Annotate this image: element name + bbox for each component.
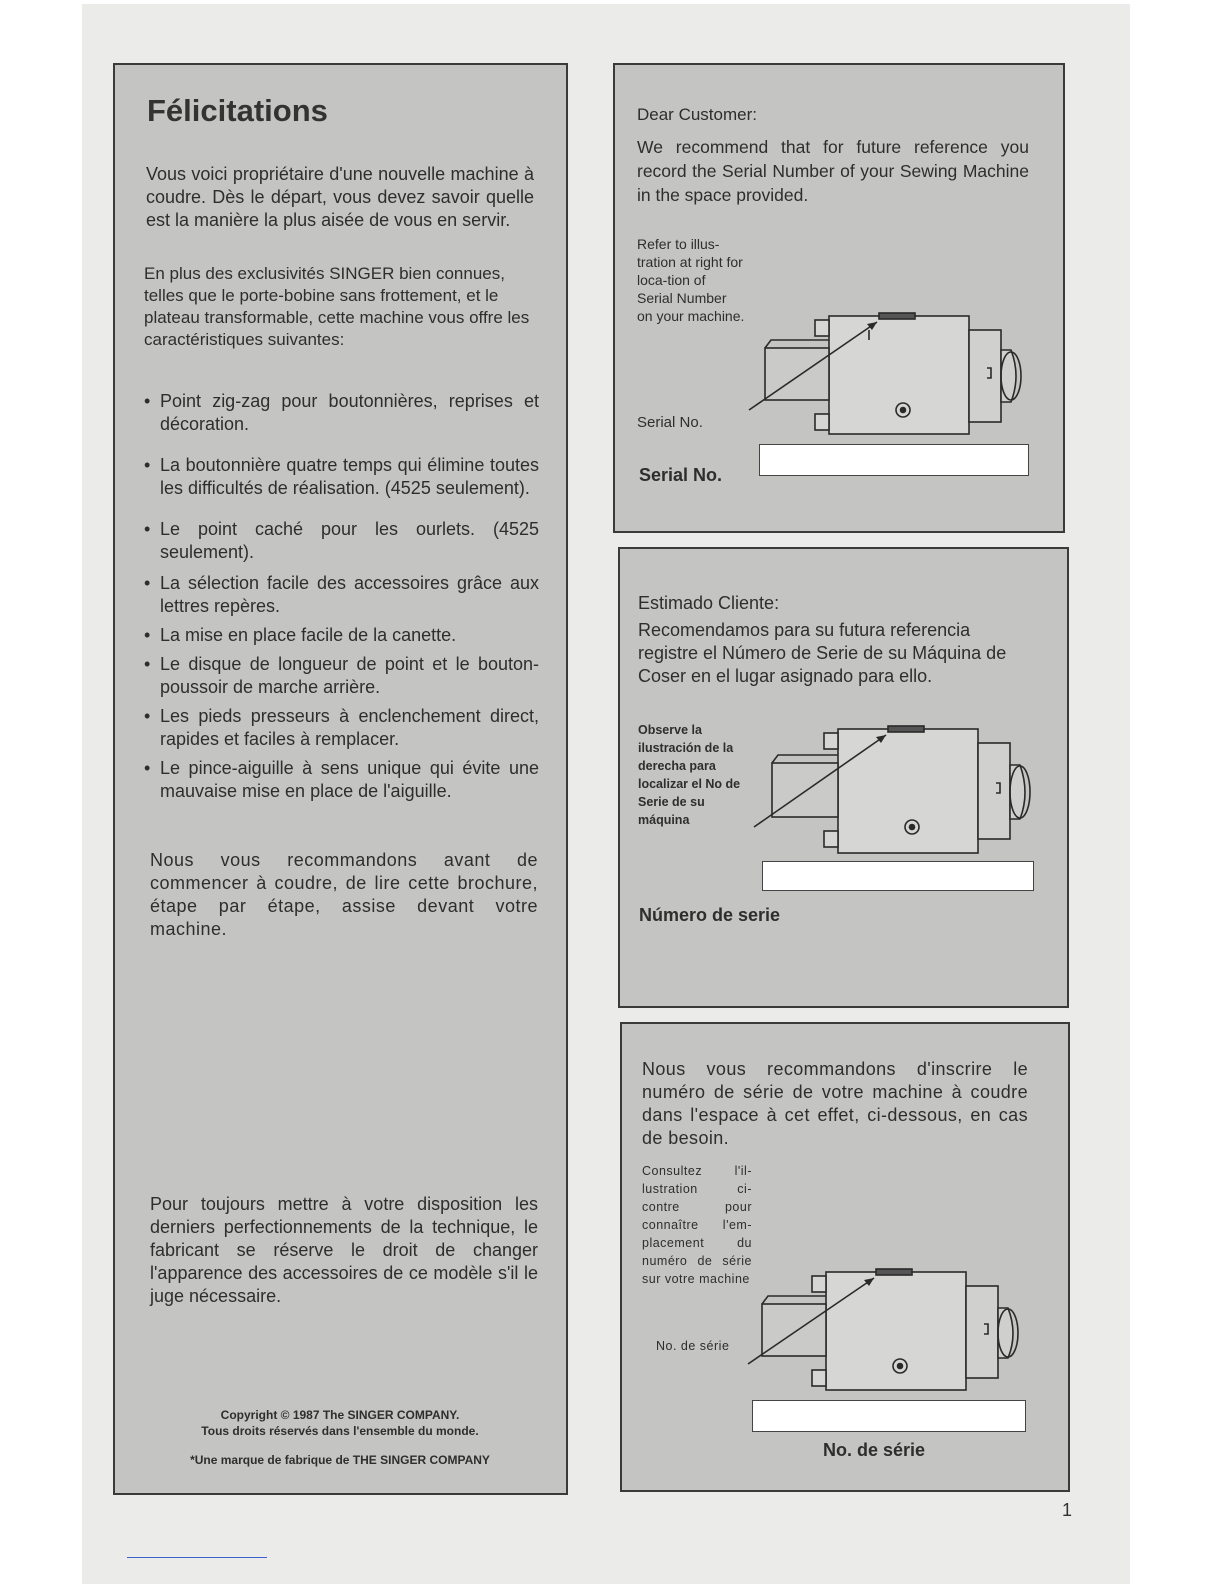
location-note: Refer to illus-tration at right for loca-tion of Serial Number on your machine.	[637, 236, 745, 324]
disclaimer-paragraph: Pour toujours mettre à votre disposition les derniers perfectionnements de la technique, le fabricant se réserve le droit de changer l'apparence des accessoires de ce modèle s'il le juge nécessaire.	[150, 1194, 538, 1306]
serial-small-label: No. de série	[656, 1339, 730, 1353]
page-number: 1	[1062, 1500, 1073, 1520]
greeting: Estimado Cliente:	[638, 593, 780, 613]
link-underline	[127, 1557, 267, 1558]
feature-item: • La mise en place facile de la canette.	[144, 624, 539, 647]
trademark-note: *Une marque de fabrique de THE SINGER COMPANY	[190, 1453, 490, 1467]
feature-item: • Point zig-zag pour boutonnières, reprises et décoration.	[144, 390, 539, 436]
copyright-line-1: Copyright © 1987 The SINGER COMPANY.	[220, 1408, 460, 1422]
english-serial-panel	[613, 63, 1065, 533]
feature-item: • Le pince-aiguille à sens unique qui évite une mauvaise mise en place de l'aiguille.	[144, 757, 539, 803]
french-body: Nous vous recommandons d'inscrire le numéro de série de votre machine à coudre dans l'espace à cet effet, ci-dessous, en cas de besoin.	[642, 1059, 1028, 1148]
page-title: Félicitations	[147, 93, 328, 128]
feature-item: • Le disque de longueur de point et le bouton-poussoir de marche arrière.	[144, 653, 539, 699]
greeting: Dear Customer:	[637, 105, 757, 124]
feature-item: • La boutonnière quatre temps qui élimine toutes les difficultés de réalisation. (4525 seulement).	[144, 454, 539, 500]
location-note: Observe la ilustración de la derecha para localizar el No de Serie de su máquina	[638, 723, 741, 827]
spanish-serial-panel	[618, 547, 1069, 1008]
serial-number-field[interactable]	[752, 1400, 1026, 1432]
feature-list	[144, 390, 539, 809]
serial-number-field[interactable]	[759, 444, 1029, 476]
french-serial-panel	[620, 1022, 1070, 1492]
copyright-line-2: Tous droits réservés dans l'ensemble du monde.	[201, 1424, 479, 1438]
feature-item: • Les pieds presseurs à enclenchement direct, rapides et faciles à remplacer.	[144, 705, 539, 751]
felicitations-panel	[113, 63, 568, 1495]
sewing-machine-illustration	[748, 1268, 1038, 1394]
serial-label: Número de serie	[639, 905, 781, 925]
sewing-machine-illustration	[749, 310, 1039, 440]
english-body: We recommend that for future reference you record the Serial Number of your Sewing Machine in the space provided.	[637, 137, 1029, 205]
serial-label: No. de série	[823, 1440, 926, 1460]
spanish-body: Recomendamos para su futura referencia registre el Número de Serie de su Máquina de Coser en el lugar asignado para ello.	[638, 620, 1007, 686]
intro-paragraph: Vous voici propriétaire d'une nouvelle machine à coudre. Dès le départ, vous devez savoir quelle est la manière la plus aisée de vous en servir.	[146, 164, 534, 230]
feature-item: • Le point caché pour les ourlets. (4525 seulement).	[144, 518, 539, 564]
features-intro: En plus des exclusivités SINGER bien connues, telles que le porte-bobine sans frottement, et le plateau transformable, cette machine vous offre les caractéristiques suivantes:	[144, 264, 530, 349]
serial-small-label: Serial No.	[637, 414, 703, 431]
feature-item: • La sélection facile des accessoires grâce aux lettres repères.	[144, 572, 539, 618]
recommendation-paragraph: Nous vous recommandons avant de commencer à coudre, de lire cette brochure, étape par étape, assise devant votre machine.	[150, 850, 538, 939]
serial-number-field[interactable]	[762, 861, 1034, 891]
sewing-machine-illustration	[754, 719, 1044, 859]
location-note: Consultez l'il-lustration ci-contre pour connaître l'em-placement du numéro de série sur votre machine	[642, 1164, 752, 1286]
serial-label: Serial No.	[639, 465, 723, 485]
